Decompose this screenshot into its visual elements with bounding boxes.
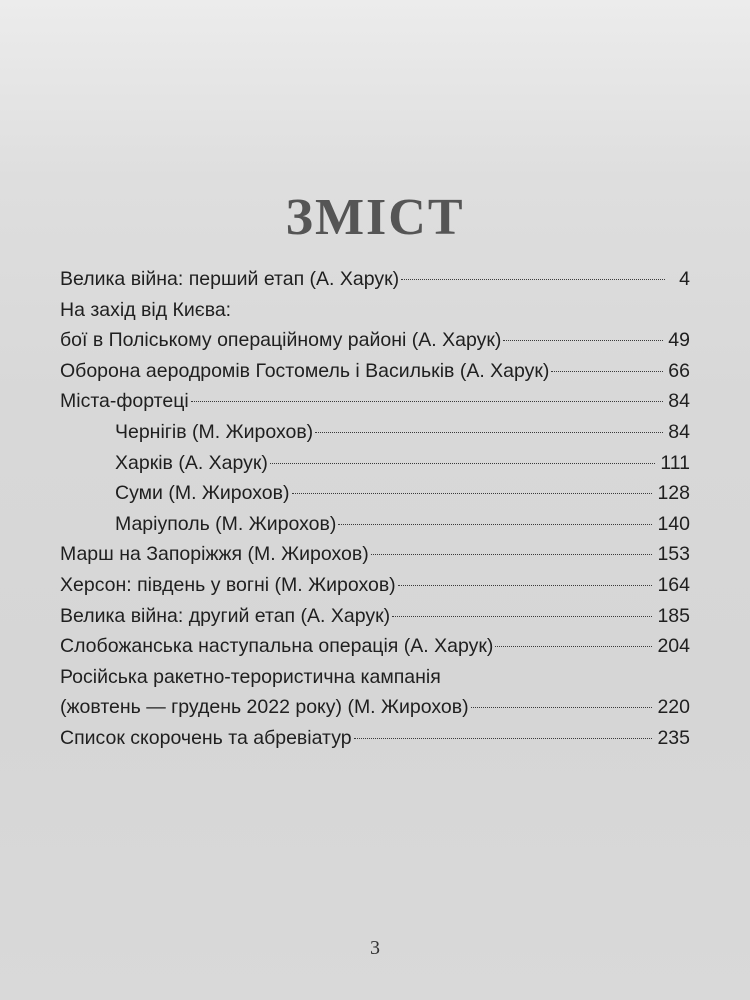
toc-entry [60, 386, 690, 417]
toc-dot-leader [315, 432, 663, 433]
toc-entry [60, 264, 690, 295]
page-number: 3 [370, 937, 380, 959]
toc-dot-leader [551, 371, 663, 372]
toc-entry-page: 66 [668, 359, 690, 382]
toc-entry-title: Міста-фортеці [60, 390, 189, 413]
toc-entry [60, 631, 690, 662]
toc-entry [60, 539, 690, 570]
toc-dot-leader [495, 646, 652, 647]
toc-dot-leader [270, 463, 655, 464]
toc-entry-title: Суми (М. Жирохов) [115, 482, 290, 505]
toc-entry-title: Слобожанська наступальна операція (А. Харук) [60, 635, 494, 658]
toc-entry [60, 509, 690, 540]
toc-entry [60, 478, 690, 509]
toc-entry [60, 295, 690, 326]
toc-dot-leader [471, 707, 653, 708]
toc-entry-page: 204 [657, 635, 690, 658]
toc-entry-title: Марш на Запоріжжя (М. Жирохов) [60, 543, 369, 566]
toc-entry-title: Велика війна: перший етап (А. Харук) [60, 268, 400, 290]
toc-entry-page: 84 [668, 390, 690, 413]
toc-dot-leader [371, 554, 653, 555]
toc-entry-page: 153 [657, 543, 690, 566]
toc-entry [60, 692, 690, 723]
toc-entry-title: Велика війна: другий етап (А. Харук) [60, 604, 391, 627]
toc-dot-leader [354, 738, 653, 739]
toc-dot-leader [292, 493, 653, 494]
toc-entry-title: На захід від Києва: [60, 298, 232, 321]
toc-entry-title: Харків (А. Харук) [115, 451, 268, 474]
toc-entry-page: 220 [657, 696, 690, 719]
toc-entry-title: Чернігів (М. Жирохов) [115, 420, 314, 443]
toc-dot-leader [503, 340, 663, 341]
toc-entry [60, 723, 690, 754]
toc-entry-title: Російська ракетно-терористична кампанія [60, 665, 441, 688]
toc-entry-page: 111 [660, 451, 690, 474]
toc-entry [60, 662, 690, 693]
toc-entry-page: 140 [657, 512, 690, 535]
toc-entry-title: Херсон: південь у вогні (М. Жирохов) [60, 573, 396, 596]
toc-dot-leader [401, 279, 665, 280]
toc-entry [60, 356, 690, 387]
toc-entry [60, 570, 690, 601]
toc-dot-leader [398, 585, 653, 586]
toc-entry [60, 325, 690, 356]
toc-entry-page: 4 [679, 268, 690, 290]
toc-entry-title: бої в Поліському операційному районі (А. Харук) [60, 329, 502, 352]
toc-entry-page: 185 [657, 604, 690, 627]
toc-entry-page: 49 [668, 329, 690, 352]
toc-entry-page: 84 [668, 420, 690, 443]
toc-entry-page: 128 [657, 482, 690, 505]
toc-entry-title: (жовтень — грудень 2022 року) (М. Жирохов) [60, 696, 469, 719]
toc-entry-page: 235 [657, 726, 690, 749]
toc-entry [60, 448, 690, 479]
table-of-contents [60, 264, 690, 754]
toc-entry-title: Маріуполь (М. Жирохов) [115, 512, 337, 535]
toc-entry-page: 164 [657, 573, 690, 596]
toc-entry [60, 417, 690, 448]
toc-dot-leader [392, 616, 652, 617]
toc-entry-title: Список скорочень та абревіатур [60, 726, 352, 749]
toc-entry-title: Оборона аеродромів Гостомель і Васильків (А. Харук) [60, 359, 550, 382]
toc-dot-leader [191, 401, 664, 402]
page-title: ЗМІСТ [285, 189, 465, 246]
toc-entry [60, 601, 690, 632]
toc-dot-leader [338, 524, 652, 525]
